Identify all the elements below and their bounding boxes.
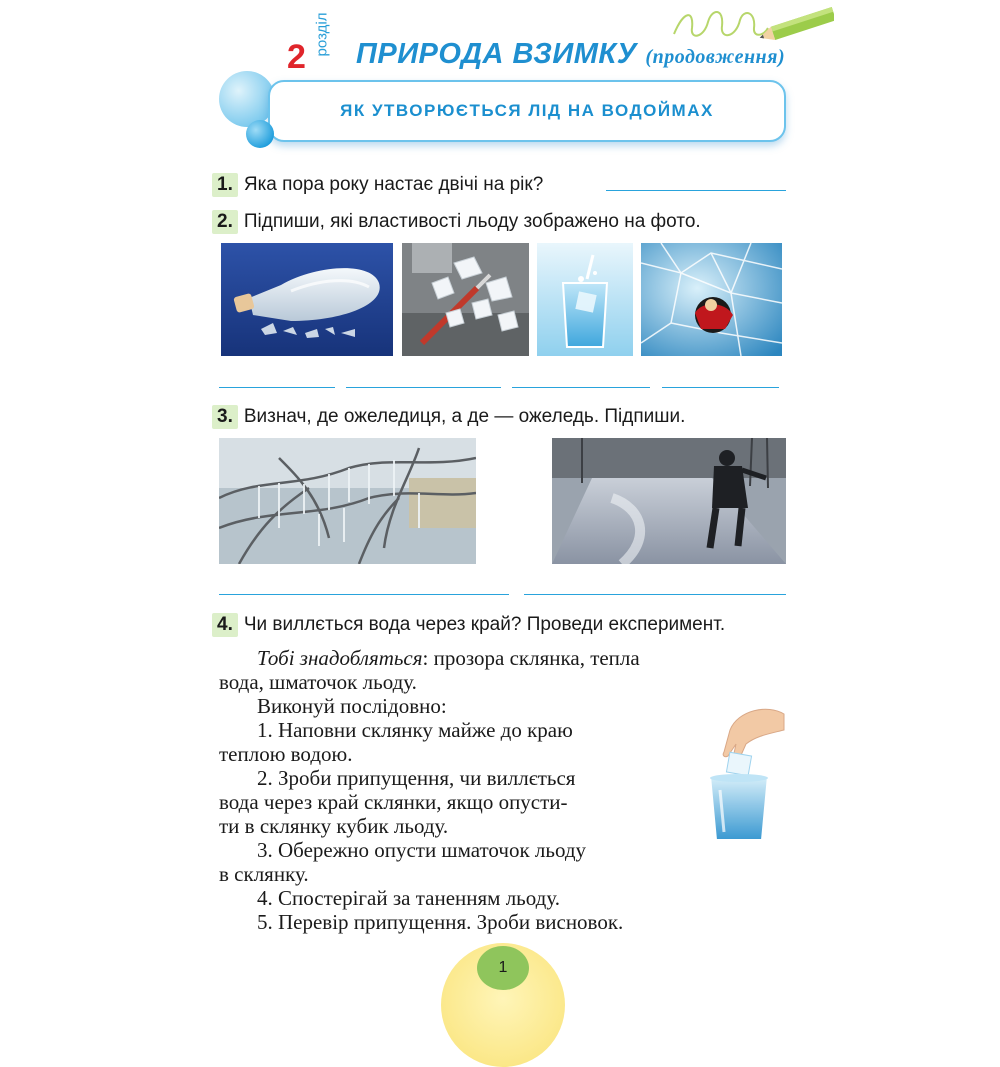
task-text: Чи виллється вода через край? Проведи експеримент. [243, 614, 726, 635]
page-title: ПРИРОДА ВЗИМКУ (продовження) [356, 38, 786, 70]
decor-bubble-large [219, 71, 275, 127]
step-line: теплою водою. [219, 742, 353, 766]
answer-line[interactable] [219, 387, 335, 388]
section-number: 2 [287, 38, 306, 76]
pencil-icon [664, 0, 834, 48]
task-text: Яка пора року настає двічі на рік? [243, 174, 544, 195]
task-1 [212, 173, 543, 197]
task-text: Визнач, де ожеледиця, а де — ожеледь. Підпиши. [243, 406, 686, 427]
task-3 [212, 405, 685, 429]
photo-ice-pieces [402, 243, 529, 356]
task-number: 2. [212, 210, 238, 234]
hand-glass-illustration [698, 700, 788, 848]
task-number: 3. [212, 405, 238, 429]
photo-ice-glass [537, 243, 633, 356]
photo-icy-branches [219, 438, 476, 564]
answer-line[interactable] [512, 387, 650, 388]
step-line: 4. Спостерігай за таненням льоду. [257, 886, 560, 910]
task-number: 1. [212, 173, 238, 197]
page-number: 1 [477, 946, 529, 990]
answer-line[interactable] [346, 387, 501, 388]
answer-line[interactable] [524, 594, 786, 595]
step-line: вода через край склянки, якщо опусти- [219, 790, 568, 814]
photo-frozen-bottle [221, 243, 393, 356]
answer-line[interactable] [662, 387, 779, 388]
topic-title: ЯК УТВОРЮЄТЬСЯ ЛІД НА ВОДОЙМАХ [340, 101, 714, 120]
topic-banner [268, 80, 786, 142]
section-word: розділ [313, 12, 331, 57]
step-line: в склянку. [219, 862, 309, 886]
step-line: 2. Зроби припущення, чи виллється [257, 766, 576, 790]
materials-line-2: вода, шматочок льоду. [219, 670, 417, 694]
answer-line[interactable] [606, 190, 786, 191]
step-line: 1. Наповни склянку майже до краю [257, 718, 573, 742]
task-4 [212, 613, 725, 637]
photo-icy-path [552, 438, 786, 564]
photo-diver-ice [641, 243, 782, 356]
page-title-sub: (продовження) [645, 46, 786, 68]
answer-line[interactable] [219, 594, 509, 595]
decor-bubble-small [246, 120, 274, 148]
instructions-intro: Виконуй послідовно: [257, 694, 447, 718]
task-text: Підпиши, які властивості льоду зображено на фото. [243, 211, 701, 232]
task-number: 4. [212, 613, 238, 637]
step-line: ти в склянку кубик льоду. [219, 814, 449, 838]
step-line: 3. Обережно опусти шматочок льоду [257, 838, 587, 862]
task-2 [212, 210, 701, 234]
step-line: 5. Перевір припущення. Зроби висновок. [257, 910, 624, 934]
materials-line: Тобі знадобляться: прозора склянка, тепла [257, 646, 640, 670]
